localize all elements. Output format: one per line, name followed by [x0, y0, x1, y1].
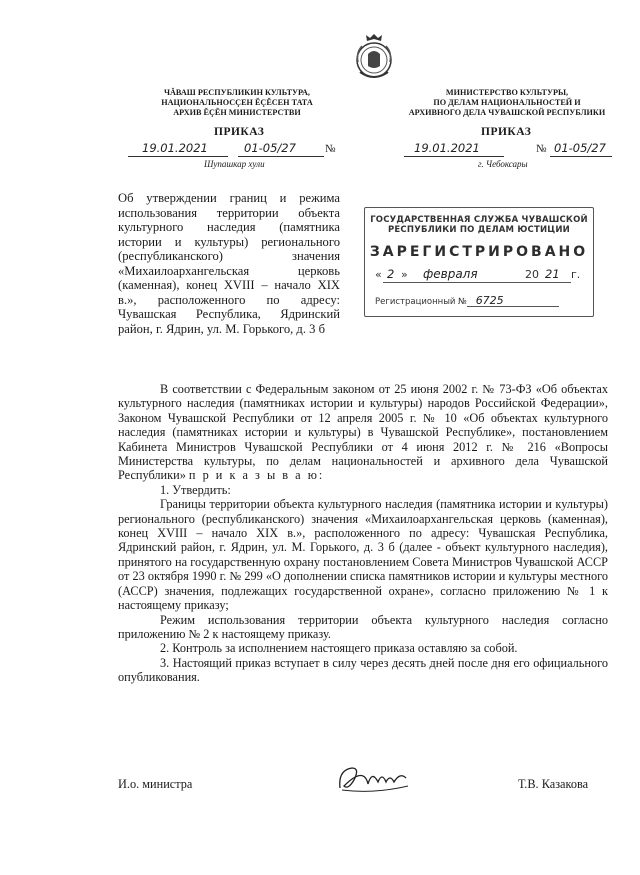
stamp-reg-line: [375, 294, 587, 307]
stamp-date-month: февраля: [423, 267, 478, 281]
right-org-line-3: АРХИВНОГО ДЕЛА ЧУВАШСКОЙ РЕСПУБЛИКИ: [408, 108, 606, 117]
item-2-control: 2. Контроль за исполнением настоящего приказа оставляю за собой.: [160, 641, 518, 656]
left-order-title: ПРИКАЗ: [214, 126, 265, 138]
signatory-name: Т.В. Казакова: [518, 777, 589, 791]
left-order-number: 01-05/27: [244, 141, 296, 155]
right-org-header: [402, 88, 612, 118]
stamp-line-2: РЕСПУБЛИКИ ПО ДЕЛАМ ЮСТИЦИИ: [388, 225, 570, 235]
right-org-line-2: ПО ДЕЛАМ НАЦИОНАЛЬНОСТЕЙ И: [433, 98, 581, 107]
stamp-reg-number: 6725: [475, 294, 504, 307]
right-order-number: 01-05/27: [554, 141, 606, 155]
stamp-authority: [365, 215, 593, 235]
stamp-reg-label: Регистрационный №: [375, 297, 467, 307]
right-number-underline: [550, 156, 612, 157]
left-org-line-3: АРХИВ ĔÇĔН МИНИСТЕРСТВИ: [173, 108, 301, 117]
left-number-underline: [238, 156, 324, 157]
stamp-date-suffix: г.: [571, 268, 581, 281]
item-1-regime: Режим использования территории объекта культурного наследия согласно приложению № 2 к настоящему приказу.: [118, 612, 608, 641]
item-1-boundaries: Границы территории объекта культурного наследия (памятника истории и культуры) регионального (республиканского) значения «Михаилоархангельская церковь (каменная), конец XVIII – начало XIX в.», расположенного по адресу: Чувашская Республика, Ядринский район, г. Ядрин, ул. М. Горького, д. 3 б (далее - объект культурного наследия), принятого на государственную охрану постановлением Совета Министров Чувашской АССР от 23 октября 1990 г. № 299 «О дополнении списка памятников истории и культуры местного (АССР) значения, подлежащих государственной охране», согласно приложению № 1 к настоящему приказу;: [118, 497, 608, 613]
right-number-sign: №: [536, 143, 547, 155]
item-1-heading: 1. Утвердить:: [160, 482, 231, 497]
stamp-line-1: ГОСУДАРСТВЕННАЯ СЛУЖБА ЧУВАШСКОЙ: [370, 215, 588, 225]
left-date-underline: [128, 156, 228, 157]
stamp-date-day: 2: [387, 267, 395, 281]
order-subject-text: Об утверждении границ и режима использования территории объекта культурного наследия (памятника истории и культуры) регионального (республиканского) значения «Михаилоархангельская церковь (каменная), конец XVIII – начало XIX в.», расположенного по адресу: Чувашская Республика, Ядринский район, г. Ядрин, ул. М. Горького, д. 3 б: [118, 191, 340, 336]
registration-stamp: ГОСУДАРСТВЕННАЯ СЛУЖБА ЧУВАШСКОЙ РЕСПУБЛИКИ ПО ДЕЛАМ ЮСТИЦИИ ЗАРЕГИСТРИРОВАНО « 2 » февраля 20 21 г. Регистрационный № 6725: [364, 207, 594, 317]
stamp-date-year: 21: [545, 267, 560, 281]
right-order-date: 19.01.2021: [414, 141, 480, 155]
signatory-position: И.о. министра: [118, 777, 193, 791]
item-3-effective: 3. Настоящий приказ вступает в силу через десять дней после дня его официального опубликования.: [118, 655, 608, 685]
coat-of-arms-emblem: [352, 32, 396, 82]
order-verb: п р и к а з ы в а ю:: [188, 468, 325, 483]
stamp-registered: ЗАРЕГИСТРИРОВАНО: [369, 244, 589, 260]
right-city: г. Чебоксары: [478, 159, 528, 169]
left-order-date: 19.01.2021: [142, 141, 208, 155]
preamble-paragraph: [118, 382, 608, 483]
right-org-line-1: МИНИСТЕРСТВО КУЛЬТУРЫ,: [445, 88, 569, 97]
right-order-title: ПРИКАЗ: [481, 126, 532, 138]
handwritten-signature: [334, 760, 414, 800]
order-body: [118, 382, 608, 685]
left-org-line-2: НАЦИОНАЛЬНОСÇЕН ĔÇĔСЕН ТАТА: [161, 98, 313, 107]
left-city: Шупашкар хули: [204, 159, 265, 169]
left-org-line-1: ЧĂВАШ РЕСПУБЛИКИН КУЛЬТУРА,: [164, 88, 310, 97]
left-org-header: [148, 88, 326, 118]
right-date-underline: [404, 156, 504, 157]
order-subject: [118, 191, 340, 336]
left-number-sign: №: [325, 143, 336, 155]
preamble-text: В соответствии с Федеральным законом от 25 июня 2002 г. № 73-ФЗ «Об объектах культурного наследия (памятниках истории и культуры) народов Российской Федерации», Законом Чувашской Республики от 12 апреля 2005 г. № 10 «Об объектах культурного наследия (памятниках истории и культуры) в Чувашской Республике», постановлением Кабинета Министров Чувашской Республики от 4 июня 2012 г. № 216 «Вопросы Министерства культуры, по делам национальностей и архивного дела Чувашской Республики»: [118, 382, 608, 483]
